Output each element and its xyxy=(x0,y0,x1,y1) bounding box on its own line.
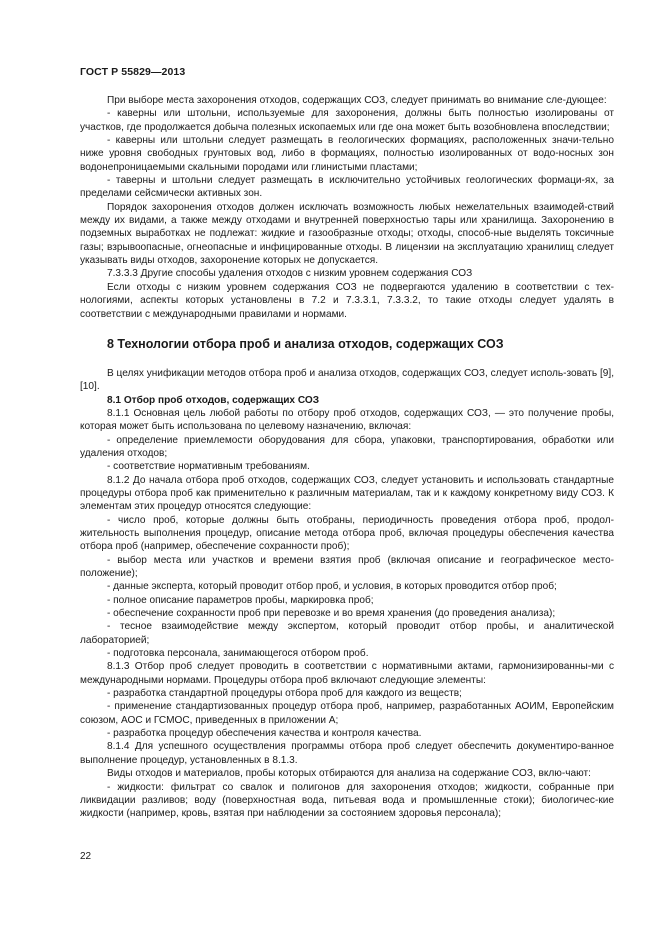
list-item: - соответствие нормативным требованиям. xyxy=(107,461,310,473)
list-item: - подготовка персонала, занимающегося отбором проб. xyxy=(107,648,369,660)
paragraph: При выборе места захоронения отходов, содержащих СОЗ, следует принимать во внимание сле-дующее: xyxy=(107,95,607,106)
list-item: - обеспечение сохранности проб при перевозке и во время хранения (до проведения анализа); xyxy=(107,608,556,620)
subsection-title: 8.1 Отбор проб отходов, содержащих СОЗ xyxy=(107,394,320,406)
paragraph: В целях унификации методов отбора проб и анализа отходов, содержащих СОЗ, следует исполь-зовать [9], [10]. xyxy=(80,367,614,393)
section-title: 8 Технологии отбора проб и анализа отходов, содержащих СОЗ xyxy=(107,336,504,351)
list-item: - число проб, которые должны быть отобраны, периодичность проведения отбора проб, продол-жительность выполнения процедур, описание метода отбора проб, включая процедуры обеспечения качества отбора проб (например, обеспечение сохранности проб); xyxy=(80,514,614,553)
list-item: - разработка стандартной процедуры отбора проб для каждого из веществ; xyxy=(107,688,462,700)
paragraph: 8.1.3 Отбор проб следует проводить в соответствии с нормативными актами, гармонизированны-ми с международными нормами. Процедуры отбора проб включают следующие элементы: xyxy=(80,661,614,686)
page-number: 22 xyxy=(80,851,92,862)
list-item: - данные эксперта, который проводит отбор проб, и условия, в которых проводится отбор проб; xyxy=(107,581,557,593)
list-item: - определение приемлемости оборудования для сбора, упаковки, транспортирования, обработки или удаления отходов; xyxy=(80,434,614,459)
paragraph: 8.1.1 Основная цель любой работы по отбору проб отходов, содержащих СОЗ, — это получение пробы, которая может быть использована по целевому назначению, включая: xyxy=(80,407,614,433)
list-item: - таверны и штольни следует размещать в исключительно устойчивых геологических формаци-ях, за пределами сейсмически активных зон. xyxy=(80,175,614,200)
paragraph: Виды отходов и материалов, пробы которых отбираются для анализа на содержание СОЗ, вклю-чают: xyxy=(107,768,591,780)
paragraph: Порядок захоронения отходов должен исключать возможность любых нежелательных взаимодей-ствий между их видами, а также между отходами и внутренней поверхностью тары или хранилища. Захоронению в подземных выработках не подлежат: жидкие и газообразные отходы; отходы, способ-ные выделять токсичные газы; взрывоопасные, огнеопасные и инфицированные отходы. В лицензии на эксплуатацию хранилищ следует указывать виды отходов, захоронение которых не допускается. xyxy=(80,201,614,267)
document-body xyxy=(80,94,614,821)
list-item: - жидкости: фильтрат со свалок и полигонов для захоронения отходов; жидкости, собранные при ликвидации разливов; воду (поверхностная вода, питьевая вода и промышленные стоки); биологичес-кие жидкости (например, кровь, взятая при наблюдении за состоянием здоровья персонала); xyxy=(80,781,614,820)
list-item: - применение стандартизованных процедур отбора проб, например, разработанных АОИМ, Европейским союзом, АОС и ГСМОС, приведенных в приложении А; xyxy=(80,701,614,726)
list-item: - тесное взаимодействие между экспертом, который проводит отбор пробы, и аналитической лабораторией; xyxy=(80,621,614,646)
list-item: - каверны или штольни, используемые для захоронения, должны быть полностью изолированы от участков, где продолжается добыча полезных ископаемых или где она может быть возобновлена впоследствии; xyxy=(80,108,614,133)
paragraph: 8.1.4 Для успешного осуществления программы отбора проб следует обеспечить документиро-ванное выполнение процедур, установленных в 8.1.3. xyxy=(80,741,614,766)
list-item: - выбор места или участков и времени взятия проб (включая описание и географическое место-положение); xyxy=(80,554,614,579)
clause-heading: 7.3.3.3 Другие способы удаления отходов с низким уровнем содержания СОЗ xyxy=(107,268,473,280)
list-item: - разработка процедур обеспечения качества и контроля качества. xyxy=(107,728,422,740)
paragraph: 8.1.2 До начала отбора проб отходов, содержащих СОЗ, следует установить и использовать стандартные процедуры отбора проб как применительно к различным материалам, так и к каждому конкретному виду СОЗ. К элементам этих процедур относятся следующие: xyxy=(80,474,614,513)
list-item: - каверны или штольни следует размещать в геологических формациях, расположенных значи-тельно ниже уровня свободных грунтовых вод, либо в формациях, полностью изолированных от водо-носных зон водонепроницаемыми скальными породами или глинистыми пластами; xyxy=(80,135,614,173)
paragraph: Если отходы с низким уровнем содержания СОЗ не подвергаются удалению в соответствии с тех-нологиями, аспекты которых установлены в 7.2 и 7.3.3.1, 7.3.3.2, то такие отходы следует удалять в соответствии с международными правилами и нормами. xyxy=(80,281,614,320)
list-item: - полное описание параметров пробы, маркировка проб; xyxy=(107,594,374,606)
document-header: ГОСТ Р 55829—2013 xyxy=(80,66,186,78)
